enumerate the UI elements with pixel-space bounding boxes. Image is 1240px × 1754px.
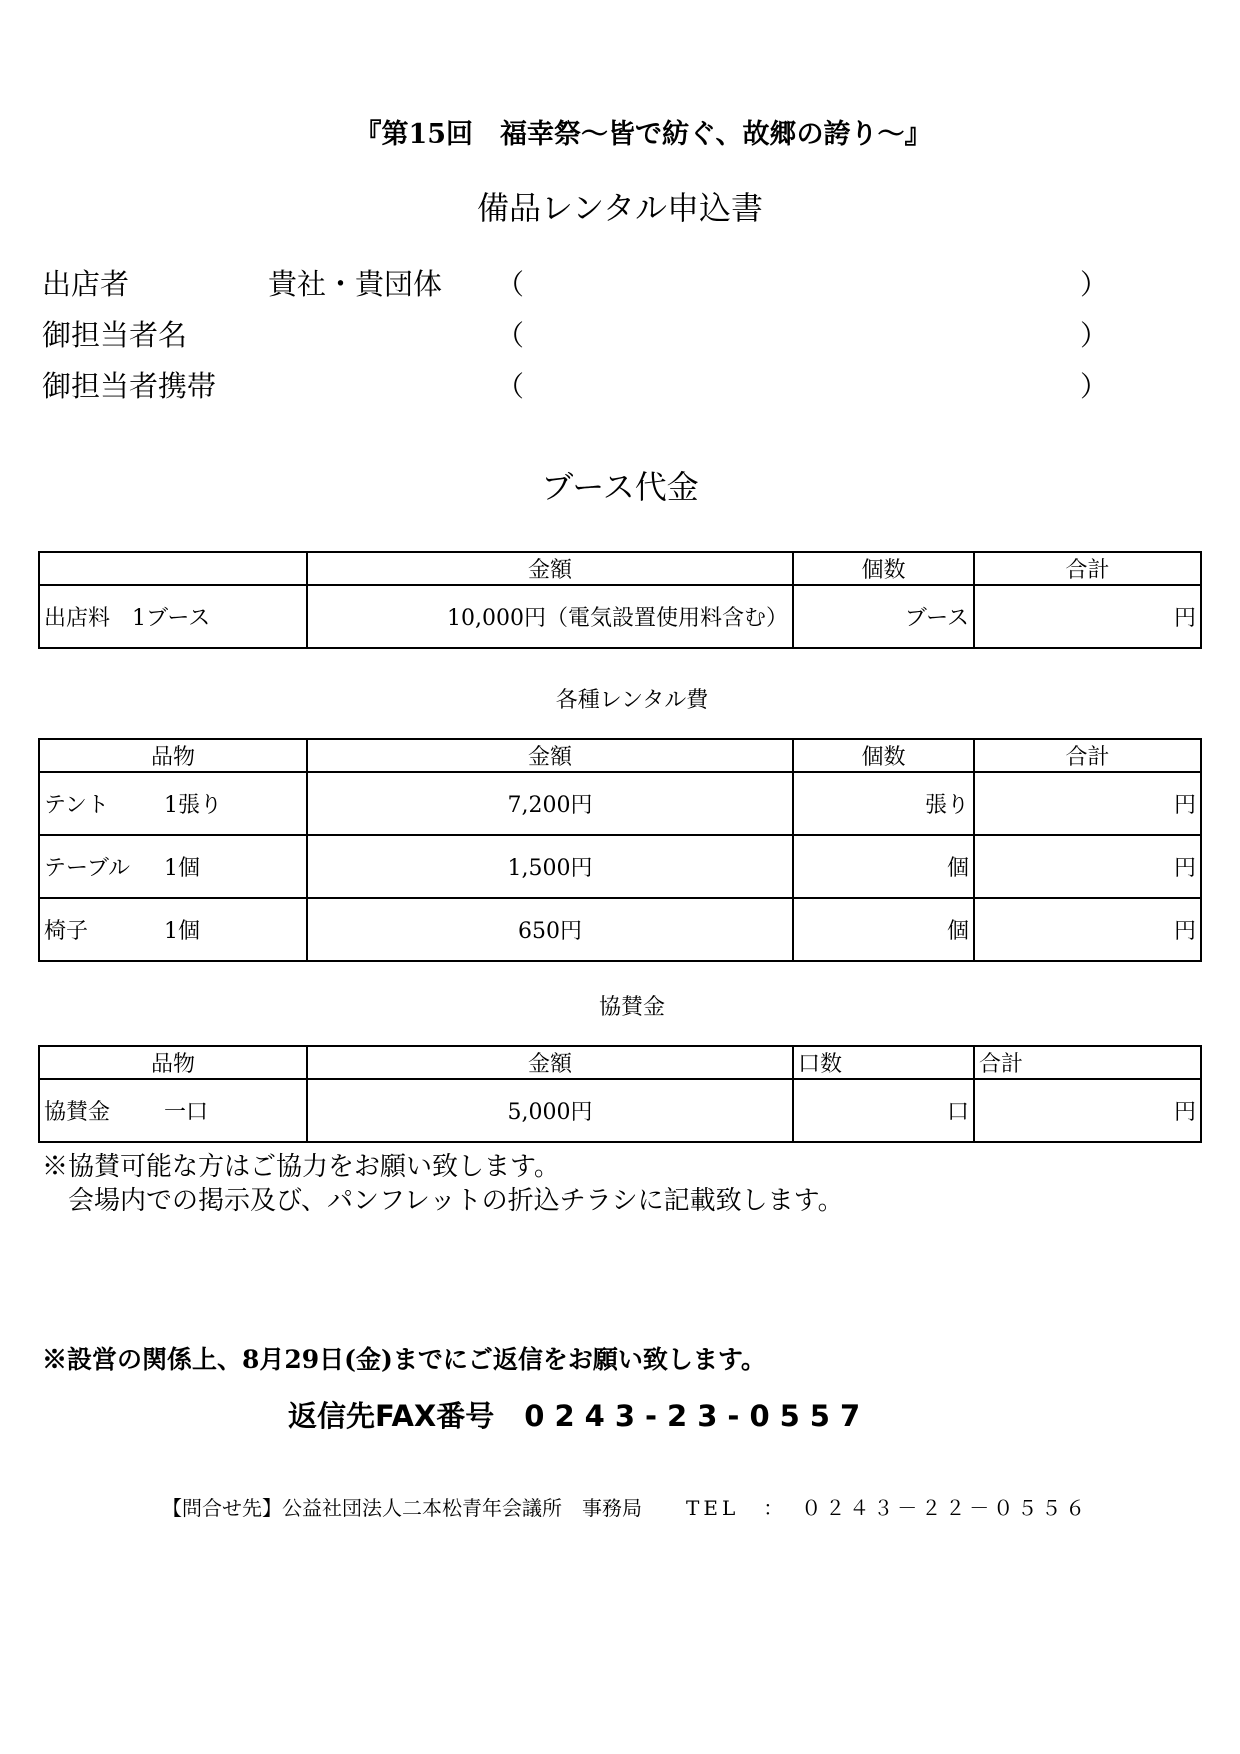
sponsor-table-header	[39, 1046, 1201, 1079]
reply-deadline: ※設営の関係上、8月29日(金)までにご返信をお願い致します。	[42, 1345, 766, 1374]
table-row	[39, 1079, 1201, 1142]
rental-item-cell	[39, 835, 307, 898]
booth-total-unit: 円	[1173, 606, 1196, 631]
rental-total-unit: 円	[1173, 793, 1196, 818]
rental-item-cell	[39, 772, 307, 835]
sponsor-total-unit: 円	[1173, 1100, 1196, 1125]
sponsor-item-qty-desc: 一口	[164, 1100, 209, 1125]
rental-amount: 1,500円	[307, 835, 793, 898]
rental-total-unit: 円	[1173, 919, 1196, 944]
sponsor-table	[38, 1045, 1202, 1143]
sponsor-header-amount: 金額	[307, 1046, 793, 1079]
sponsor-note-line1: ※協賛可能な方はご協力をお願い致します。	[42, 1152, 560, 1182]
contact-tel: TEL ： ０２４３－２２－０５５６	[686, 1496, 1090, 1520]
company-label: 貴社・貴団体	[268, 267, 443, 301]
rental-table-header	[39, 739, 1201, 772]
rental-item-qty-desc: 1個	[164, 919, 200, 944]
contact-mobile-field-close: ）	[1080, 370, 1109, 403]
rental-total-cell[interactable]	[974, 898, 1201, 961]
document-title: 『第15回 福幸祭～皆で紡ぐ、故郷の誇り～』	[354, 119, 932, 150]
rental-total-cell[interactable]	[974, 772, 1201, 835]
fax-label: 返信先FAX番号	[288, 1399, 495, 1433]
rental-header-total: 合計	[974, 739, 1201, 772]
rental-item-name: テーブル	[44, 856, 131, 881]
rental-qty-cell[interactable]	[793, 772, 974, 835]
fax-line	[288, 1394, 870, 1435]
booth-unit: ブース	[904, 606, 969, 631]
sponsor-unit: 口	[946, 1100, 969, 1125]
sponsor-item-cell	[39, 1079, 307, 1142]
booth-header-amount: 金額	[307, 552, 793, 585]
table-row	[39, 772, 1201, 835]
fax-number: 0243-23-0557	[524, 1399, 871, 1433]
sponsor-header-item: 品物	[39, 1046, 307, 1079]
sponsor-header-total: 合計	[974, 1046, 1201, 1079]
booth-total-cell[interactable]	[974, 585, 1201, 648]
contact-mobile-field-open: （	[496, 370, 525, 403]
contact-name-field-close: ）	[1080, 319, 1109, 352]
booth-item: 出店料 1ブース	[39, 585, 307, 648]
rental-total-cell[interactable]	[974, 835, 1201, 898]
rental-table	[38, 738, 1202, 962]
contact-info	[162, 1492, 1089, 1521]
table-row	[39, 898, 1201, 961]
sponsor-note-line2: 会場内での掲示及び、パンフレットの折込チラシに記載致します。	[42, 1186, 844, 1216]
rental-item-qty-desc: 1個	[164, 856, 200, 881]
rental-unit: 個	[946, 919, 969, 944]
form-title: 備品レンタル申込書	[477, 189, 763, 227]
rental-header-item: 品物	[39, 739, 307, 772]
rental-item-name: テント	[44, 793, 109, 818]
rental-item-qty-desc: 1張り	[164, 793, 222, 818]
rental-unit: 個	[946, 856, 969, 881]
rental-unit: 張り	[924, 793, 969, 818]
sponsor-amount: 5,000円	[307, 1079, 793, 1142]
rental-item-cell	[39, 898, 307, 961]
sponsor-total-cell[interactable]	[974, 1079, 1201, 1142]
contact-name-label: 御担当者名	[42, 318, 188, 352]
booth-header-qty: 個数	[793, 552, 974, 585]
sponsor-note	[42, 1150, 844, 1218]
rental-amount: 7,200円	[307, 772, 793, 835]
exhibitor-label: 出店者	[42, 267, 130, 301]
booth-table	[38, 551, 1202, 649]
rental-total-unit: 円	[1173, 856, 1196, 881]
rental-section-title: 各種レンタル費	[555, 688, 709, 713]
sponsor-header-qty: 口数	[793, 1046, 974, 1079]
booth-amount: 10,000円（電気設置使用料含む）	[307, 585, 793, 648]
contact-name-field-open: （	[496, 319, 525, 352]
company-field-open: （	[496, 268, 525, 301]
sponsor-section-title: 協賛金	[598, 995, 665, 1020]
rental-amount: 650円	[307, 898, 793, 961]
rental-item-name: 椅子	[44, 919, 89, 944]
rental-qty-cell[interactable]	[793, 835, 974, 898]
table-row	[39, 585, 1201, 648]
sponsor-qty-cell[interactable]	[793, 1079, 974, 1142]
contact-mobile-label: 御担当者携帯	[42, 369, 217, 403]
rental-header-amount: 金額	[307, 739, 793, 772]
contact-org: 【問合せ先】公益社団法人二本松青年会議所 事務局	[162, 1496, 642, 1520]
booth-header-item	[39, 552, 307, 585]
rental-qty-cell[interactable]	[793, 898, 974, 961]
booth-header-total: 合計	[974, 552, 1201, 585]
booth-section-title: ブース代金	[541, 468, 699, 506]
rental-header-qty: 個数	[793, 739, 974, 772]
company-field-close: ）	[1080, 268, 1109, 301]
table-row	[39, 835, 1201, 898]
booth-table-header	[39, 552, 1201, 585]
booth-qty-cell[interactable]	[793, 585, 974, 648]
sponsor-item-name: 協賛金	[44, 1100, 111, 1125]
